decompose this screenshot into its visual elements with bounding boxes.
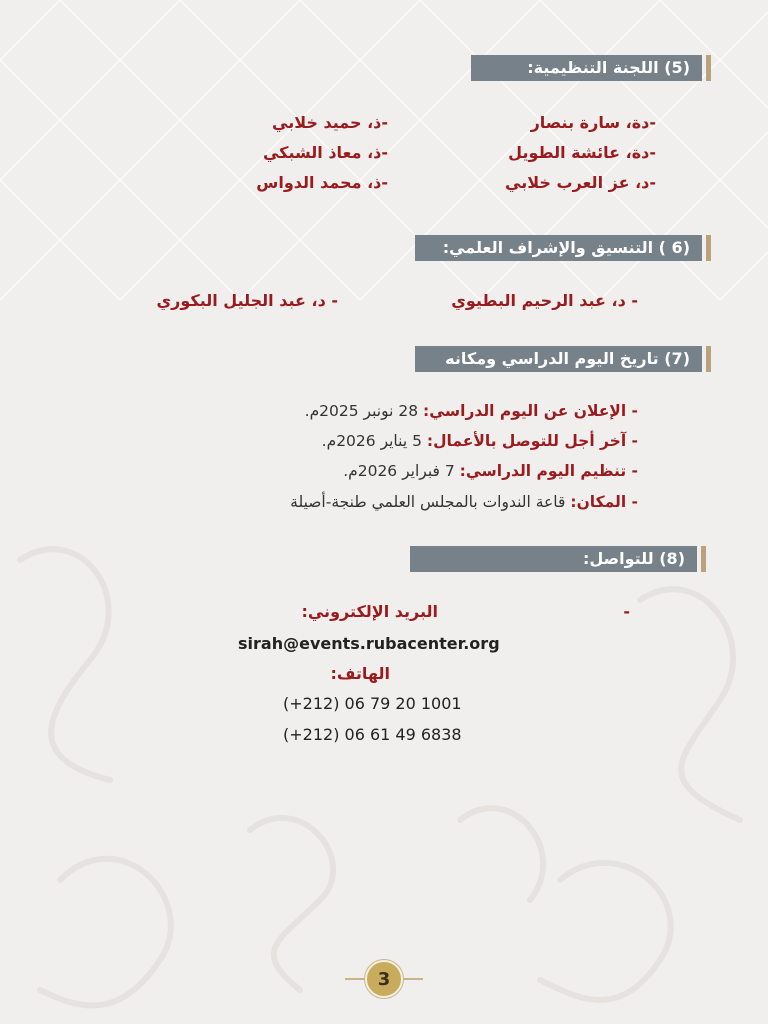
section-5-title: (5) اللجنة التنظيمية:	[471, 55, 702, 81]
section-7-title: (7) تاريخ اليوم الدراسي ومكانه	[415, 346, 702, 372]
schedule-label: - المكان:	[570, 493, 638, 511]
page-number: 3	[365, 960, 403, 998]
email-label: البريد الإلكتروني:	[301, 602, 438, 621]
supervisor: - د، عبد الرحيم البطيوي	[451, 291, 638, 310]
committee-member: -د، عز العرب خلابي	[505, 173, 656, 192]
section-5-header	[471, 55, 711, 81]
committee-member: -ذ، محمد الدواس	[256, 173, 388, 192]
schedule-value: قاعة الندوات بالمجلس العلمي طنجة-أصيلة	[290, 493, 566, 511]
section-accent	[706, 235, 711, 261]
schedule-line	[305, 402, 638, 420]
supervisor: - د، عبد الجليل البكوري	[156, 291, 338, 310]
schedule-line	[322, 432, 638, 450]
section-6-header	[415, 235, 711, 261]
schedule-label: - تنظيم اليوم الدراسي:	[459, 462, 638, 480]
schedule-label: - آخر أجل للتوصل بالأعمال:	[426, 432, 638, 450]
phone-number: (+212) 06 79 20 1001	[283, 694, 462, 713]
schedule-line	[290, 493, 638, 511]
committee-member: -دة، عائشة الطويل	[508, 143, 656, 162]
committee-member: -ذ، حميد خلابي	[272, 113, 388, 132]
schedule-value: 5 يناير 2026م.	[321, 432, 422, 450]
section-8-title: (8) للتواصل:	[410, 546, 697, 572]
committee-member: -ذ، معاذ الشبكي	[262, 143, 388, 162]
schedule-label: - الإعلان عن اليوم الدراسي:	[423, 402, 638, 420]
section-7-header	[415, 346, 711, 372]
section-accent	[701, 546, 706, 572]
section-accent	[706, 55, 711, 81]
phone-number: (+212) 06 61 49 6838	[283, 725, 462, 744]
email-address[interactable]: sirah@events.rubacenter.org	[238, 634, 500, 653]
schedule-line	[343, 462, 638, 480]
committee-member: -دة، سارة بنصار	[530, 113, 656, 132]
section-accent	[706, 346, 711, 372]
schedule-value: 28 نونبر 2025م.	[304, 402, 419, 420]
section-6-title: (6 ) التنسيق والإشراف العلمي:	[415, 235, 702, 261]
schedule-value: 7 فبراير 2026م.	[343, 462, 455, 480]
contact-dash: -	[623, 602, 630, 621]
section-8-header	[410, 546, 706, 572]
phone-label: الهاتف:	[330, 664, 390, 683]
page-number-badge	[345, 960, 423, 998]
